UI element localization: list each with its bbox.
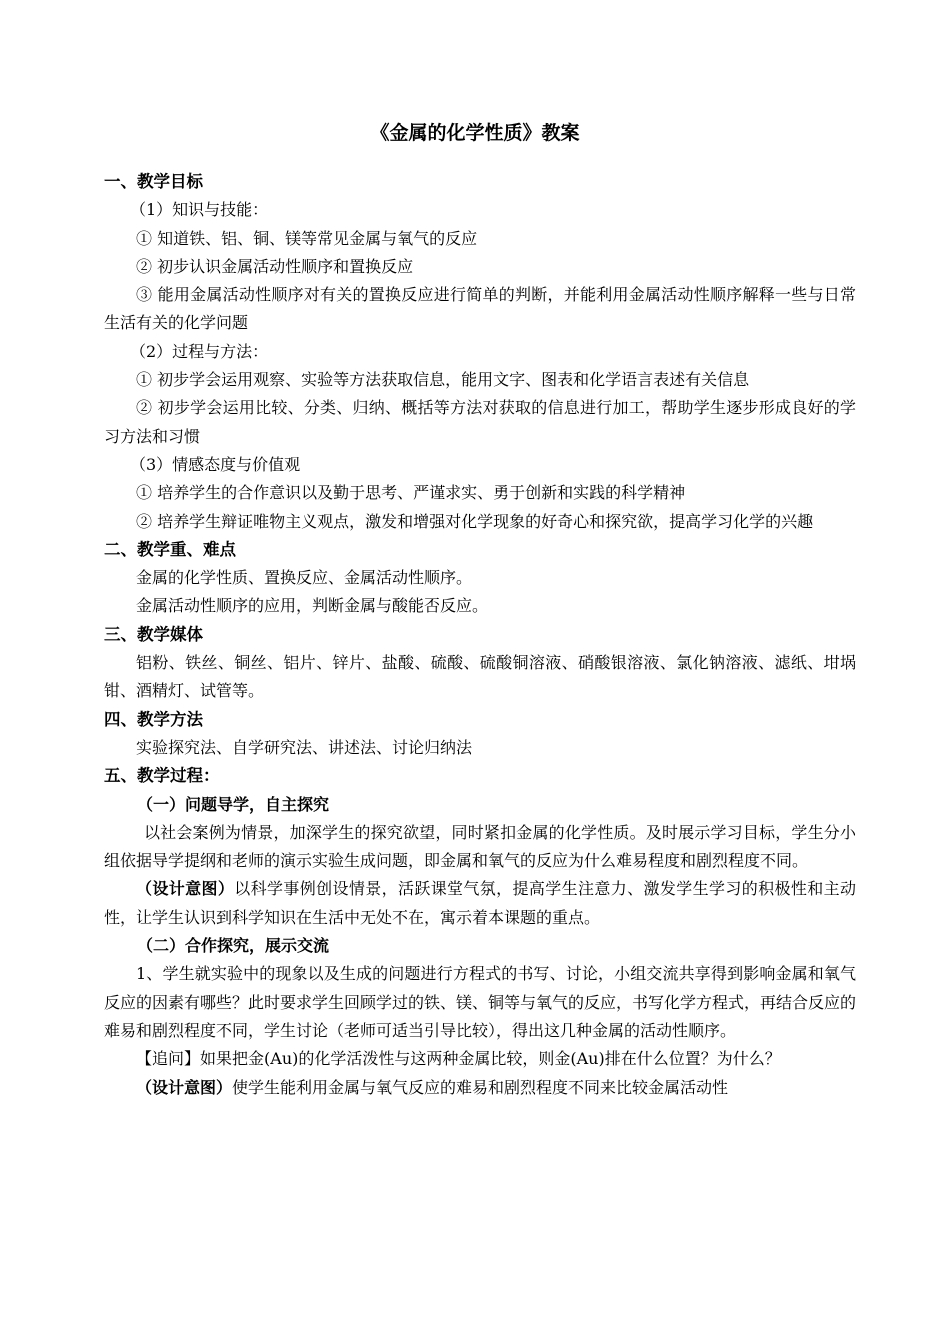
subheading-knowledge: （1）知识与技能： xyxy=(130,200,269,220)
section-heading-process: 五、教学过程： xyxy=(104,766,220,786)
objective-item: ① 知道铁、铝、铜、镁等常见金属与氧气的反应 xyxy=(136,228,478,248)
objective-item: ② 初步学会运用比较、分类、归纳、概括等方法对获取的信息进行加工，帮助学生逐步形成良好的学习方法和习惯 xyxy=(104,398,856,446)
subheading-process: （2）过程与方法： xyxy=(130,341,269,361)
document-body xyxy=(104,168,856,1102)
objective-item: ② 初步认识金属活动性顺序和置换反应 xyxy=(136,256,414,276)
document-title: 《金属的化学性质》教案 xyxy=(370,122,580,144)
follow-up-question xyxy=(104,1045,856,1073)
design-intent-text: 以科学事例创设情景，活跃课堂气氛，提高学生注意力、激发学生学习的积极性和主动性，让学生认识到科学知识在生活中无处不在，寓示着本课题的重点。 xyxy=(104,879,856,927)
design-intent-label: （设计意图） xyxy=(136,1077,233,1097)
subsection-heading: （一）问题导学，自主探究 xyxy=(137,794,330,814)
section-heading-media: 三、教学媒体 xyxy=(104,624,203,644)
objective-item: ③ 能用金属活动性顺序对有关的置换反应进行简单的判断，并能利用金属活动性顺序解释一些与日常生活有关的化学问题 xyxy=(104,285,856,333)
section-heading-objectives: 一、教学目标 xyxy=(104,172,203,191)
design-intent-text: 使学生能利用金属与氧气反应的难易和剧烈程度不同来比较金属活动性 xyxy=(232,1077,729,1097)
follow-up-label: 【追问】 xyxy=(136,1049,201,1069)
design-intent-paragraph xyxy=(104,1074,856,1102)
subheading-attitude: （3）情感态度与价值观 xyxy=(130,454,301,474)
methods-list: 实验探究法、自学研究法、讲述法、讨论归纳法 xyxy=(136,737,473,757)
key-point-item: 金属的化学性质、置换反应、金属活动性顺序。 xyxy=(136,568,473,588)
objective-item: ② 培养学生辩证唯物主义观点，激发和增强对化学现象的好奇心和探究欲，提高学习化学的兴趣 xyxy=(136,511,814,531)
media-list: 铝粉、铁丝、铜丝、铝片、锌片、盐酸、硫酸、硫酸铜溶液、硝酸银溶液、氯化钠溶液、滤纸、坩埚钳、酒精灯、试管等。 xyxy=(104,653,856,701)
objective-item: ① 初步学会运用观察、实验等方法获取信息，能用文字、图表和化学语言表述有关信息 xyxy=(136,370,750,390)
section-heading-methods: 四、教学方法 xyxy=(104,709,203,729)
section-heading-key-points: 二、教学重、难点 xyxy=(104,539,236,559)
design-intent-label: （设计意图） xyxy=(136,879,235,899)
subsection-heading: （二）合作探究，展示交流 xyxy=(137,936,330,956)
paragraph: 以社会案例为情景，加深学生的探究欲望，同时紧扣金属的化学性质。及时展示学习目标，学生分小组依据导学提纲和老师的演示实验生成问题，即金属和氧气的反应为什么难易程度和剧烈程度不同。 xyxy=(104,822,856,871)
paragraph: 1、学生就实验中的现象以及生成的问题进行方程式的书写、讨论，小组交流共享得到影响金属和氧气反应的因素有哪些？此时要求学生回顾学过的铁、镁、铜等与氧气的反应，书写化学方程式，再结合反应的难易和剧烈程度不同，学生讨论（老师可适当引导比较），得出这几种金属的活动性顺序。 xyxy=(104,964,857,1040)
follow-up-text: 如果把金(Au)的化学活泼性与这两种金属比较，则金(Au)排在什么位置？为什么？ xyxy=(200,1049,781,1069)
key-point-item: 金属活动性顺序的应用，判断金属与酸能否反应。 xyxy=(136,596,489,616)
design-intent-paragraph xyxy=(104,875,856,932)
objective-item: ① 培养学生的合作意识以及勤于思考、严谨求实、勇于创新和实践的科学精神 xyxy=(136,483,686,503)
